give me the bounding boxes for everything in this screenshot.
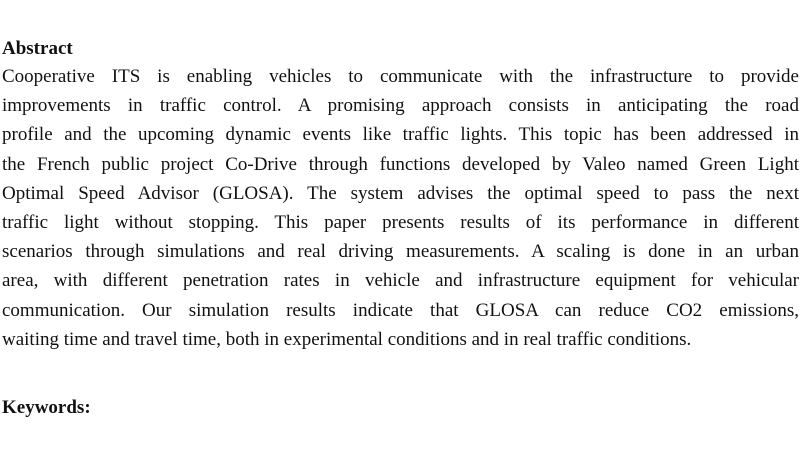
abstract-heading: Abstract bbox=[2, 38, 73, 59]
abstract-text bbox=[2, 62, 799, 354]
abstract-line: improvements in traffic control. A promising approach consists in anticipating the road bbox=[2, 95, 799, 117]
abstract-line: scenarios through simulations and real driving measurements. A scaling is done in an urban bbox=[2, 241, 799, 263]
abstract-line: waiting time and travel time, both in experimental conditions and in real traffic conditions. bbox=[2, 328, 692, 350]
abstract-line: profile and the upcoming dynamic events like traffic lights. This topic has been addressed in bbox=[2, 124, 799, 146]
keywords-heading: Keywords: bbox=[2, 397, 91, 419]
abstract-line: Cooperative ITS is enabling vehicles to communicate with the infrastructure to provide bbox=[2, 66, 799, 87]
abstract-line: the French public project Co-Drive through functions developed by Valeo named Green Light bbox=[2, 153, 799, 175]
abstract-line: traffic light without stopping. This paper presents results of its performance in different bbox=[2, 212, 799, 234]
abstract-line: communication. Our simulation results indicate that GLOSA can reduce CO2 emissions, bbox=[2, 299, 799, 321]
abstract-line: area, with different penetration rates in vehicle and infrastructure equipment for vehicular bbox=[2, 270, 799, 292]
abstract-line: Optimal Speed Advisor (GLOSA). The system advises the optimal speed to pass the next bbox=[2, 182, 799, 204]
